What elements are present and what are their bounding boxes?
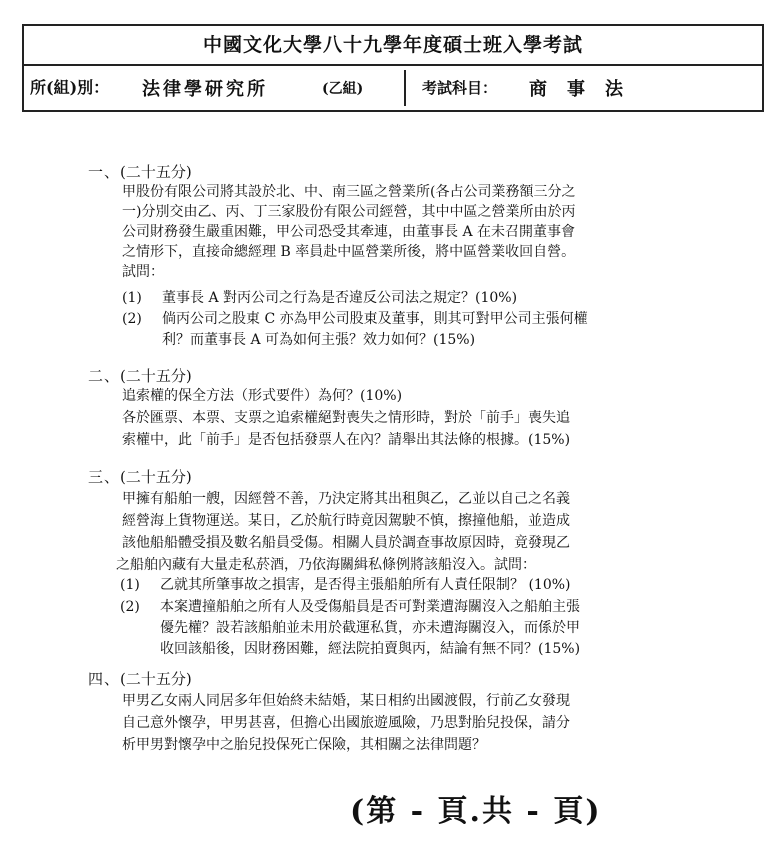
sub-question-text: 優先權？設若該船舶並未用於截運私貨，亦未遭海關沒入，而係於甲	[160, 620, 580, 636]
sub-question-text: 倘丙公司之股東 C 亦為甲公司股東及董事，則其可對甲公司主張何權	[162, 311, 588, 327]
department-value: 法律學研究所	[142, 79, 268, 100]
question-text-line: 該他船船體受損及數名船員受傷。相關人員於調查事故原因時，竟發現乙	[122, 535, 570, 551]
department-group: (乙組)	[322, 81, 364, 97]
sub-question-number: (1)	[120, 577, 140, 593]
sub-question-text: 利？而董事長 A 可為如何主張？效力如何？(15%)	[162, 332, 476, 348]
exam-info-row	[24, 66, 762, 110]
question-text-line: 試問：	[122, 264, 164, 280]
sub-question-number: (1)	[122, 290, 142, 306]
question-text-line: 之船舶內藏有大量走私菸酒，乃依海關緝私條例將該船沒入。試問：	[116, 557, 536, 573]
exam-header	[22, 24, 764, 112]
question-score: (二十五分)	[120, 670, 192, 688]
page-number-footer: (第 - 頁.共 - 頁)	[350, 794, 602, 829]
sub-question-number: (2)	[122, 311, 142, 327]
department-label: 所(組)別：	[30, 78, 110, 97]
question-heading	[88, 365, 192, 386]
sub-question-number: (2)	[120, 599, 140, 615]
question-text-line: 索權中，此「前手」是否包括發票人在內？請舉出其法條的根據。(15%)	[122, 432, 571, 448]
sub-question-text: 乙就其所肇事故之損害，是否得主張船舶所有人責任限制？ (10%)	[160, 577, 571, 593]
question-number: 三、	[88, 468, 121, 486]
question-text-line: 甲股份有限公司將其設於北、中、南三區之營業所(各占公司業務額三分之	[122, 184, 576, 200]
question-heading	[88, 161, 192, 182]
question-text-line: 各於匯票、本票、支票之追索權絕對喪失之情形時，對於「前手」喪失追	[122, 410, 570, 426]
question-text-line: 公司財務發生嚴重困難，甲公司恐受其牽連，由董事長 A 在未召開董事會	[122, 224, 576, 240]
subject-value: 商事法	[529, 79, 643, 100]
exam-title: 中國文化大學八十九學年度碩士班入學考試	[24, 26, 762, 66]
question-text-line: 一)分別交由乙、丙、丁三家股份有限公司經營，其中中區之營業所由於丙	[122, 204, 576, 220]
sub-question-text: 本案遭撞船舶之所有人及受傷船員是否可對業遭海關沒入之船舶主張	[160, 599, 580, 615]
question-heading	[88, 466, 192, 487]
question-number: 四、	[88, 670, 121, 688]
sub-question-text: 董事長 A 對丙公司之行為是否違反公司法之規定？(10%)	[162, 290, 518, 306]
question-score: (二十五分)	[120, 468, 192, 486]
question-heading	[88, 668, 192, 689]
subject-label: 考試科目：	[422, 79, 498, 97]
question-score: (二十五分)	[120, 367, 192, 385]
question-number: 二、	[88, 367, 121, 385]
question-number: 一、	[88, 163, 121, 181]
sub-question-text: 收回該船後，因財務困難，經法院拍賣與丙，結論有無不同？(15%)	[160, 641, 581, 657]
question-score: (二十五分)	[120, 163, 192, 181]
question-text-line: 追索權的保全方法（形式要件）為何？(10%)	[122, 388, 403, 404]
header-divider	[404, 70, 406, 106]
question-text-line: 之情形下，直接命總經理 B 率員赴中區營業所後，將中區營業收回自營。	[122, 244, 576, 260]
question-text-line: 析甲男對懷孕中之胎兒投保死亡保險，其相關之法律問題？	[122, 737, 486, 753]
question-text-line: 經營海上貨物運送。某日，乙於航行時竟因駕駛不慎，擦撞他船，並造成	[122, 513, 570, 529]
question-text-line: 甲男乙女兩人同居多年但始終未結婚，某日相約出國渡假，行前乙女發現	[122, 693, 570, 709]
question-text-line: 自己意外懷孕，甲男甚喜，但擔心出國旅遊風險，乃思對胎兒投保，請分	[122, 715, 570, 731]
question-text-line: 甲擁有船舶一艘，因經營不善，乃決定將其出租與乙，乙並以自己之名義	[122, 491, 570, 507]
